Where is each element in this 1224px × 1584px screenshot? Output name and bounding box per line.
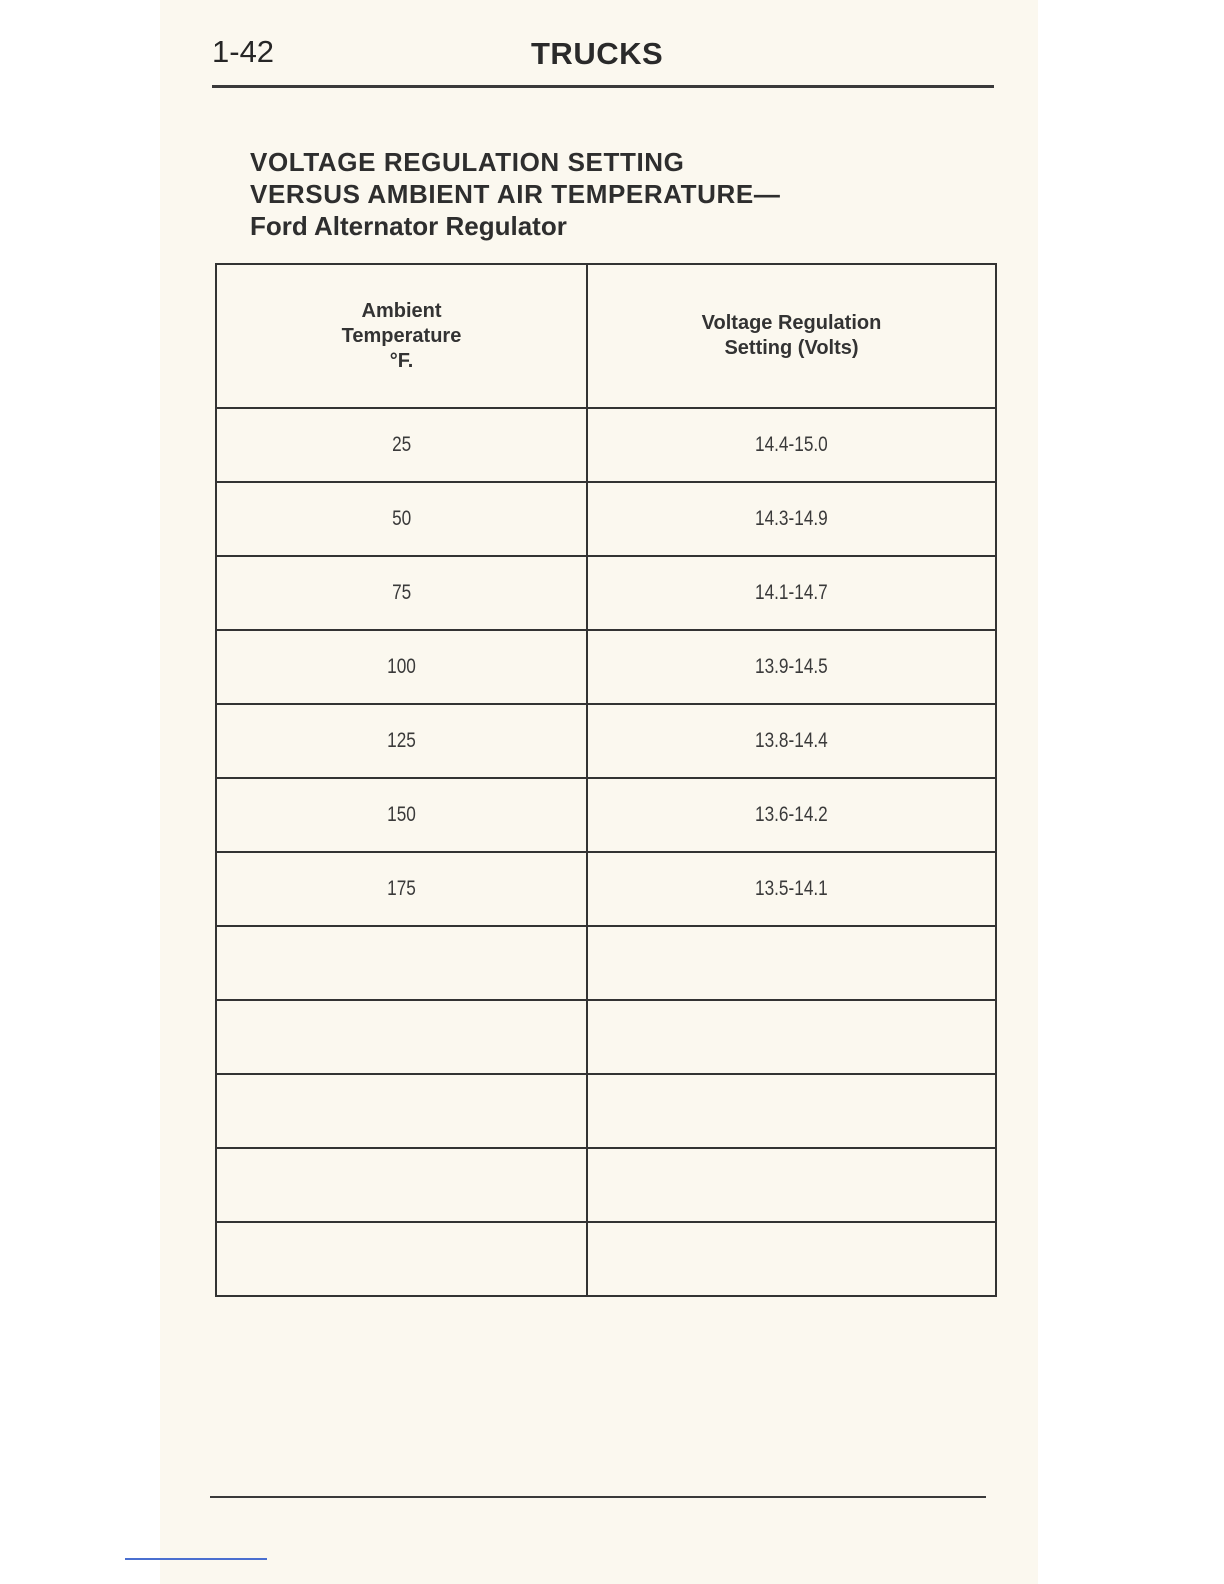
table-row bbox=[216, 408, 996, 482]
temperature-header-line-2: Temperature bbox=[341, 324, 462, 347]
voltage-cell: 13.6-14.2 bbox=[587, 778, 996, 852]
table-title bbox=[250, 146, 780, 242]
link-underline[interactable] bbox=[125, 1558, 267, 1560]
temperature-cell bbox=[216, 926, 587, 1000]
voltage-column-header bbox=[587, 264, 996, 408]
voltage-cell: 14.3-14.9 bbox=[587, 482, 996, 556]
table-row bbox=[216, 1074, 996, 1148]
temperature-cell: 25 bbox=[216, 408, 587, 482]
voltage-cell: 14.4-15.0 bbox=[587, 408, 996, 482]
table-row bbox=[216, 852, 996, 926]
voltage-cell bbox=[587, 1222, 996, 1296]
voltage-cell bbox=[587, 1148, 996, 1222]
temperature-cell: 175 bbox=[216, 852, 587, 926]
voltage-cell: 14.1-14.7 bbox=[587, 556, 996, 630]
temperature-cell bbox=[216, 1074, 587, 1148]
section-title: TRUCKS bbox=[531, 36, 664, 71]
temperature-cell bbox=[216, 1148, 587, 1222]
table-title-line-3: Ford Alternator Regulator bbox=[250, 211, 567, 241]
table-row bbox=[216, 1148, 996, 1222]
voltage-cell: 13.8-14.4 bbox=[587, 704, 996, 778]
voltage-header-line-2: Setting (Volts) bbox=[724, 337, 859, 359]
temperature-column-header bbox=[216, 264, 587, 408]
table-row bbox=[216, 1222, 996, 1296]
temperature-cell: 125 bbox=[216, 704, 587, 778]
footer-divider bbox=[210, 1496, 986, 1498]
table-title-line-1: VOLTAGE REGULATION SETTING bbox=[250, 147, 685, 177]
voltage-cell: 13.5-14.1 bbox=[587, 852, 996, 926]
voltage-cell bbox=[587, 926, 996, 1000]
table-title-line-2: VERSUS AMBIENT AIR TEMPERATURE— bbox=[250, 179, 781, 209]
table-row bbox=[216, 926, 996, 1000]
table-header-row bbox=[216, 264, 996, 408]
voltage-header-line-1: Voltage Regulation bbox=[701, 312, 882, 334]
page-number: 1-42 bbox=[212, 34, 275, 69]
table-row bbox=[216, 704, 996, 778]
voltage-table bbox=[215, 263, 997, 1297]
temperature-header-line-3: °F. bbox=[389, 349, 414, 372]
table-row bbox=[216, 1000, 996, 1074]
table-row bbox=[216, 630, 996, 704]
table-row bbox=[216, 778, 996, 852]
voltage-cell bbox=[587, 1000, 996, 1074]
temperature-cell bbox=[216, 1222, 587, 1296]
voltage-cell bbox=[587, 1074, 996, 1148]
temperature-cell: 75 bbox=[216, 556, 587, 630]
temperature-cell: 150 bbox=[216, 778, 587, 852]
temperature-cell: 50 bbox=[216, 482, 587, 556]
header-divider bbox=[212, 85, 994, 88]
table-row bbox=[216, 482, 996, 556]
temperature-cell: 100 bbox=[216, 630, 587, 704]
temperature-cell bbox=[216, 1000, 587, 1074]
voltage-cell: 13.9-14.5 bbox=[587, 630, 996, 704]
temperature-header-line-1: Ambient bbox=[361, 299, 442, 322]
table-row bbox=[216, 556, 996, 630]
